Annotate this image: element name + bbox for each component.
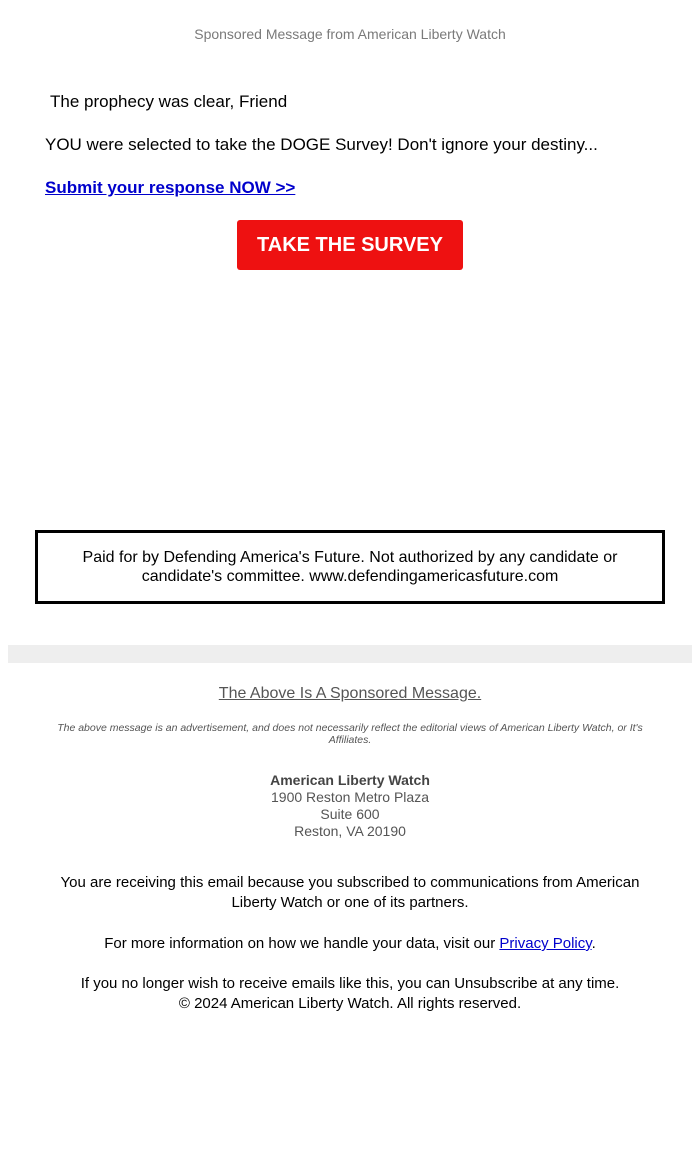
advertisement-note: The above message is an advertisement, and does not necessarily reflect the editorial views of American Liberty Watch, or It's Affiliates.: [57, 722, 643, 746]
address-line-3: Reston, VA 20190: [294, 823, 406, 839]
submit-response-link[interactable]: Submit your response NOW >>: [45, 178, 296, 197]
address-line-2: Suite 600: [320, 806, 380, 822]
disclaimer-text: Paid for by Defending America's Future. Not authorized by any candidate or candidate's committee. www.defendingamericasfuture.com: [82, 549, 618, 585]
privacy-suffix: .: [591, 935, 596, 952]
unsubscribe-block: [50, 974, 650, 1014]
unsubscribe-text: If you no longer wish to receive emails like this, you can Unsubscribe at any time.: [80, 975, 620, 992]
take-survey-button[interactable]: TAKE THE SURVEY: [237, 220, 463, 270]
sponsored-message-title: The Above Is A Sponsored Message.: [218, 685, 482, 702]
sponsor-header: Sponsored Message from American Liberty Watch: [194, 26, 506, 42]
greeting-text: The prophecy was clear, Friend: [50, 92, 288, 111]
privacy-policy-link[interactable]: Privacy Policy: [499, 935, 592, 952]
org-name: American Liberty Watch: [270, 772, 430, 788]
divider-band: [8, 645, 692, 663]
copyright-text: © 2024 American Liberty Watch. All rights reserved.: [178, 995, 522, 1012]
mailing-address: [0, 772, 700, 840]
paid-for-disclaimer: [35, 530, 665, 604]
privacy-prefix: For more information on how we handle your data, visit our: [104, 935, 500, 952]
body-text: YOU were selected to take the DOGE Survey! Don't ignore your destiny...: [45, 135, 598, 154]
privacy-notice: [50, 934, 650, 954]
address-line-1: 1900 Reston Metro Plaza: [271, 789, 429, 805]
subscription-reason: You are receiving this email because you subscribed to communications from American Liberty Watch or one of its partners.: [60, 874, 640, 911]
